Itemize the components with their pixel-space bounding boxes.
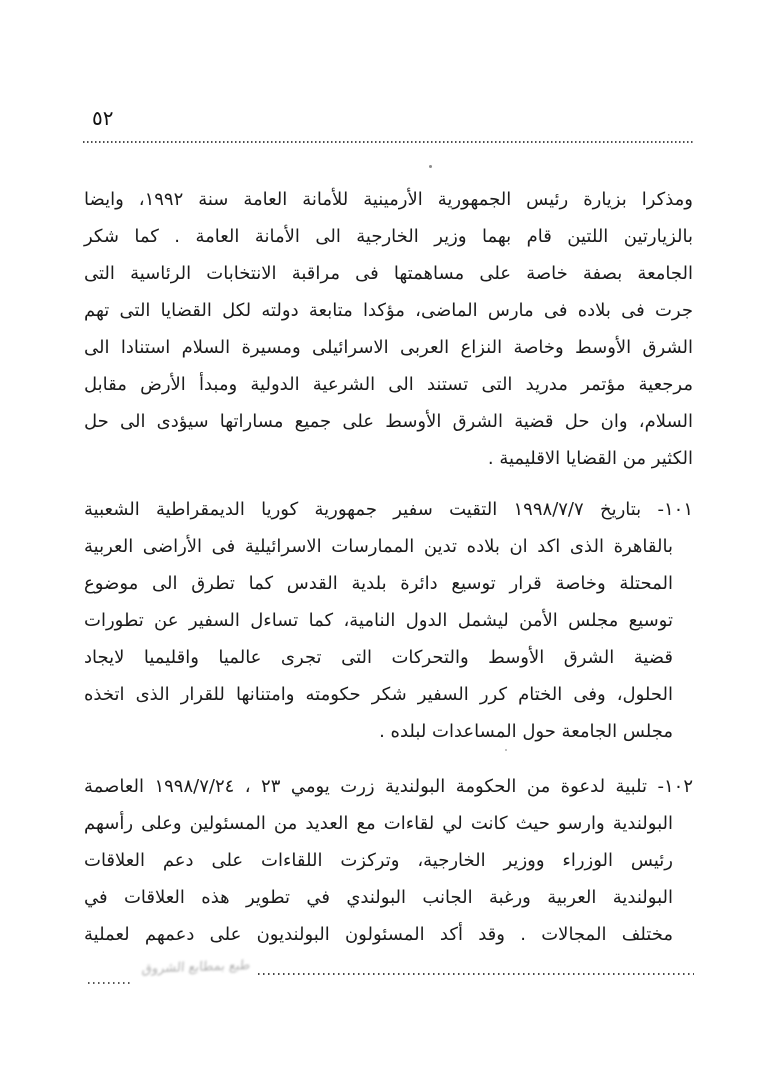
paragraph-intro [84,181,693,477]
header-dotted-rule [83,141,693,143]
text-line: بالقاهرة الذى اكد ان بلاده تدين الممارسات الاسرائيلية فى الأراضى العربية [84,536,673,557]
footer-dotted-rule-left [88,982,130,984]
text-line: توسيع مجلس الأمن ليشمل الدول النامية، كما تساءل السفير عن تطورات [84,610,673,631]
text-line: بالزيارتين اللتين قام بهما وزير الخارجية الى الأمانة العامة . كما شكر [84,226,693,247]
item-number-line: ١٠٢- تلبية لدعوة من الحكومة البولندية زرت يومي ٢٣ ، ١٩٩٨/٧/٢٤ العاصمة [84,776,694,797]
document-body [84,181,693,953]
text-line: ومذكرا بزيارة رئيس الجمهورية الأرمينية للأمانة العامة سنة ١٩٩٢، وايضا [84,189,694,210]
text-line: جرت فى بلاده فى مارس الماضى، مؤكدا متابعة دولته لكل القضايا التى تهم [84,300,693,321]
text-line: البولندية العربية ورغبة الجانب البولندي في تطوير هذه العلاقات في [84,887,673,908]
text-line: الجامعة بصفة خاصة على مساهمتها فى مراقبة الانتخابات الرئاسية التى [84,263,693,284]
item-number-line: ١٠١- بتاريخ ١٩٩٨/٧/٧ التقيت سفير جمهورية كوريا الديمقراطية الشعبية [84,499,693,520]
paragraph-item-102 [84,768,693,953]
text-line: قضية الشرق الأوسط والتحركات التى تجرى عالميا واقليميا لايجاد [84,647,673,668]
paragraph-item-101 [84,491,693,750]
footer-dotted-rule [258,973,694,975]
footer-faint-imprint: طبع بمطابع الشروق [141,958,251,977]
page-number: ٥٢ [92,106,114,130]
text-line: الكثير من القضايا الاقليمية . [487,448,693,469]
text-line: مختلف المجالات . وقد أكد المسئولون البولنديون على دعمهم لعملية [84,924,673,945]
text-line: المحتلة وخاصة قرار توسيع دائرة بلدية القدس كما تطرق الى موضوع [84,573,673,594]
text-line: رئيس الوزراء ووزير الخارجية، وتركزت اللقاءات على دعم العلاقات [84,850,673,871]
text-line: مجلس الجامعة حول المساعدات لبلده . [379,721,673,742]
text-line: السلام، وان حل قضية الشرق الأوسط على جميع مساراتها سيؤدى الى حل [84,411,693,432]
text-line: البولندية وارسو حيث كانت لي لقاءات مع العديد من المسئولين وعلى رأسهم [84,813,673,834]
scan-speck [429,165,432,168]
text-line: مرجعية مؤتمر مدريد التى تستند الى الشرعية الدولية ومبدأ الأرض مقابل [84,374,693,395]
text-line: الشرق الأوسط وخاصة النزاع العربى الاسرائيلى ومسيرة السلام استنادا الى [84,337,693,358]
text-line: الحلول، وفى الختام كرر السفير شكر حكومته وامتنانها للقرار الذى اتخذه [84,684,673,705]
